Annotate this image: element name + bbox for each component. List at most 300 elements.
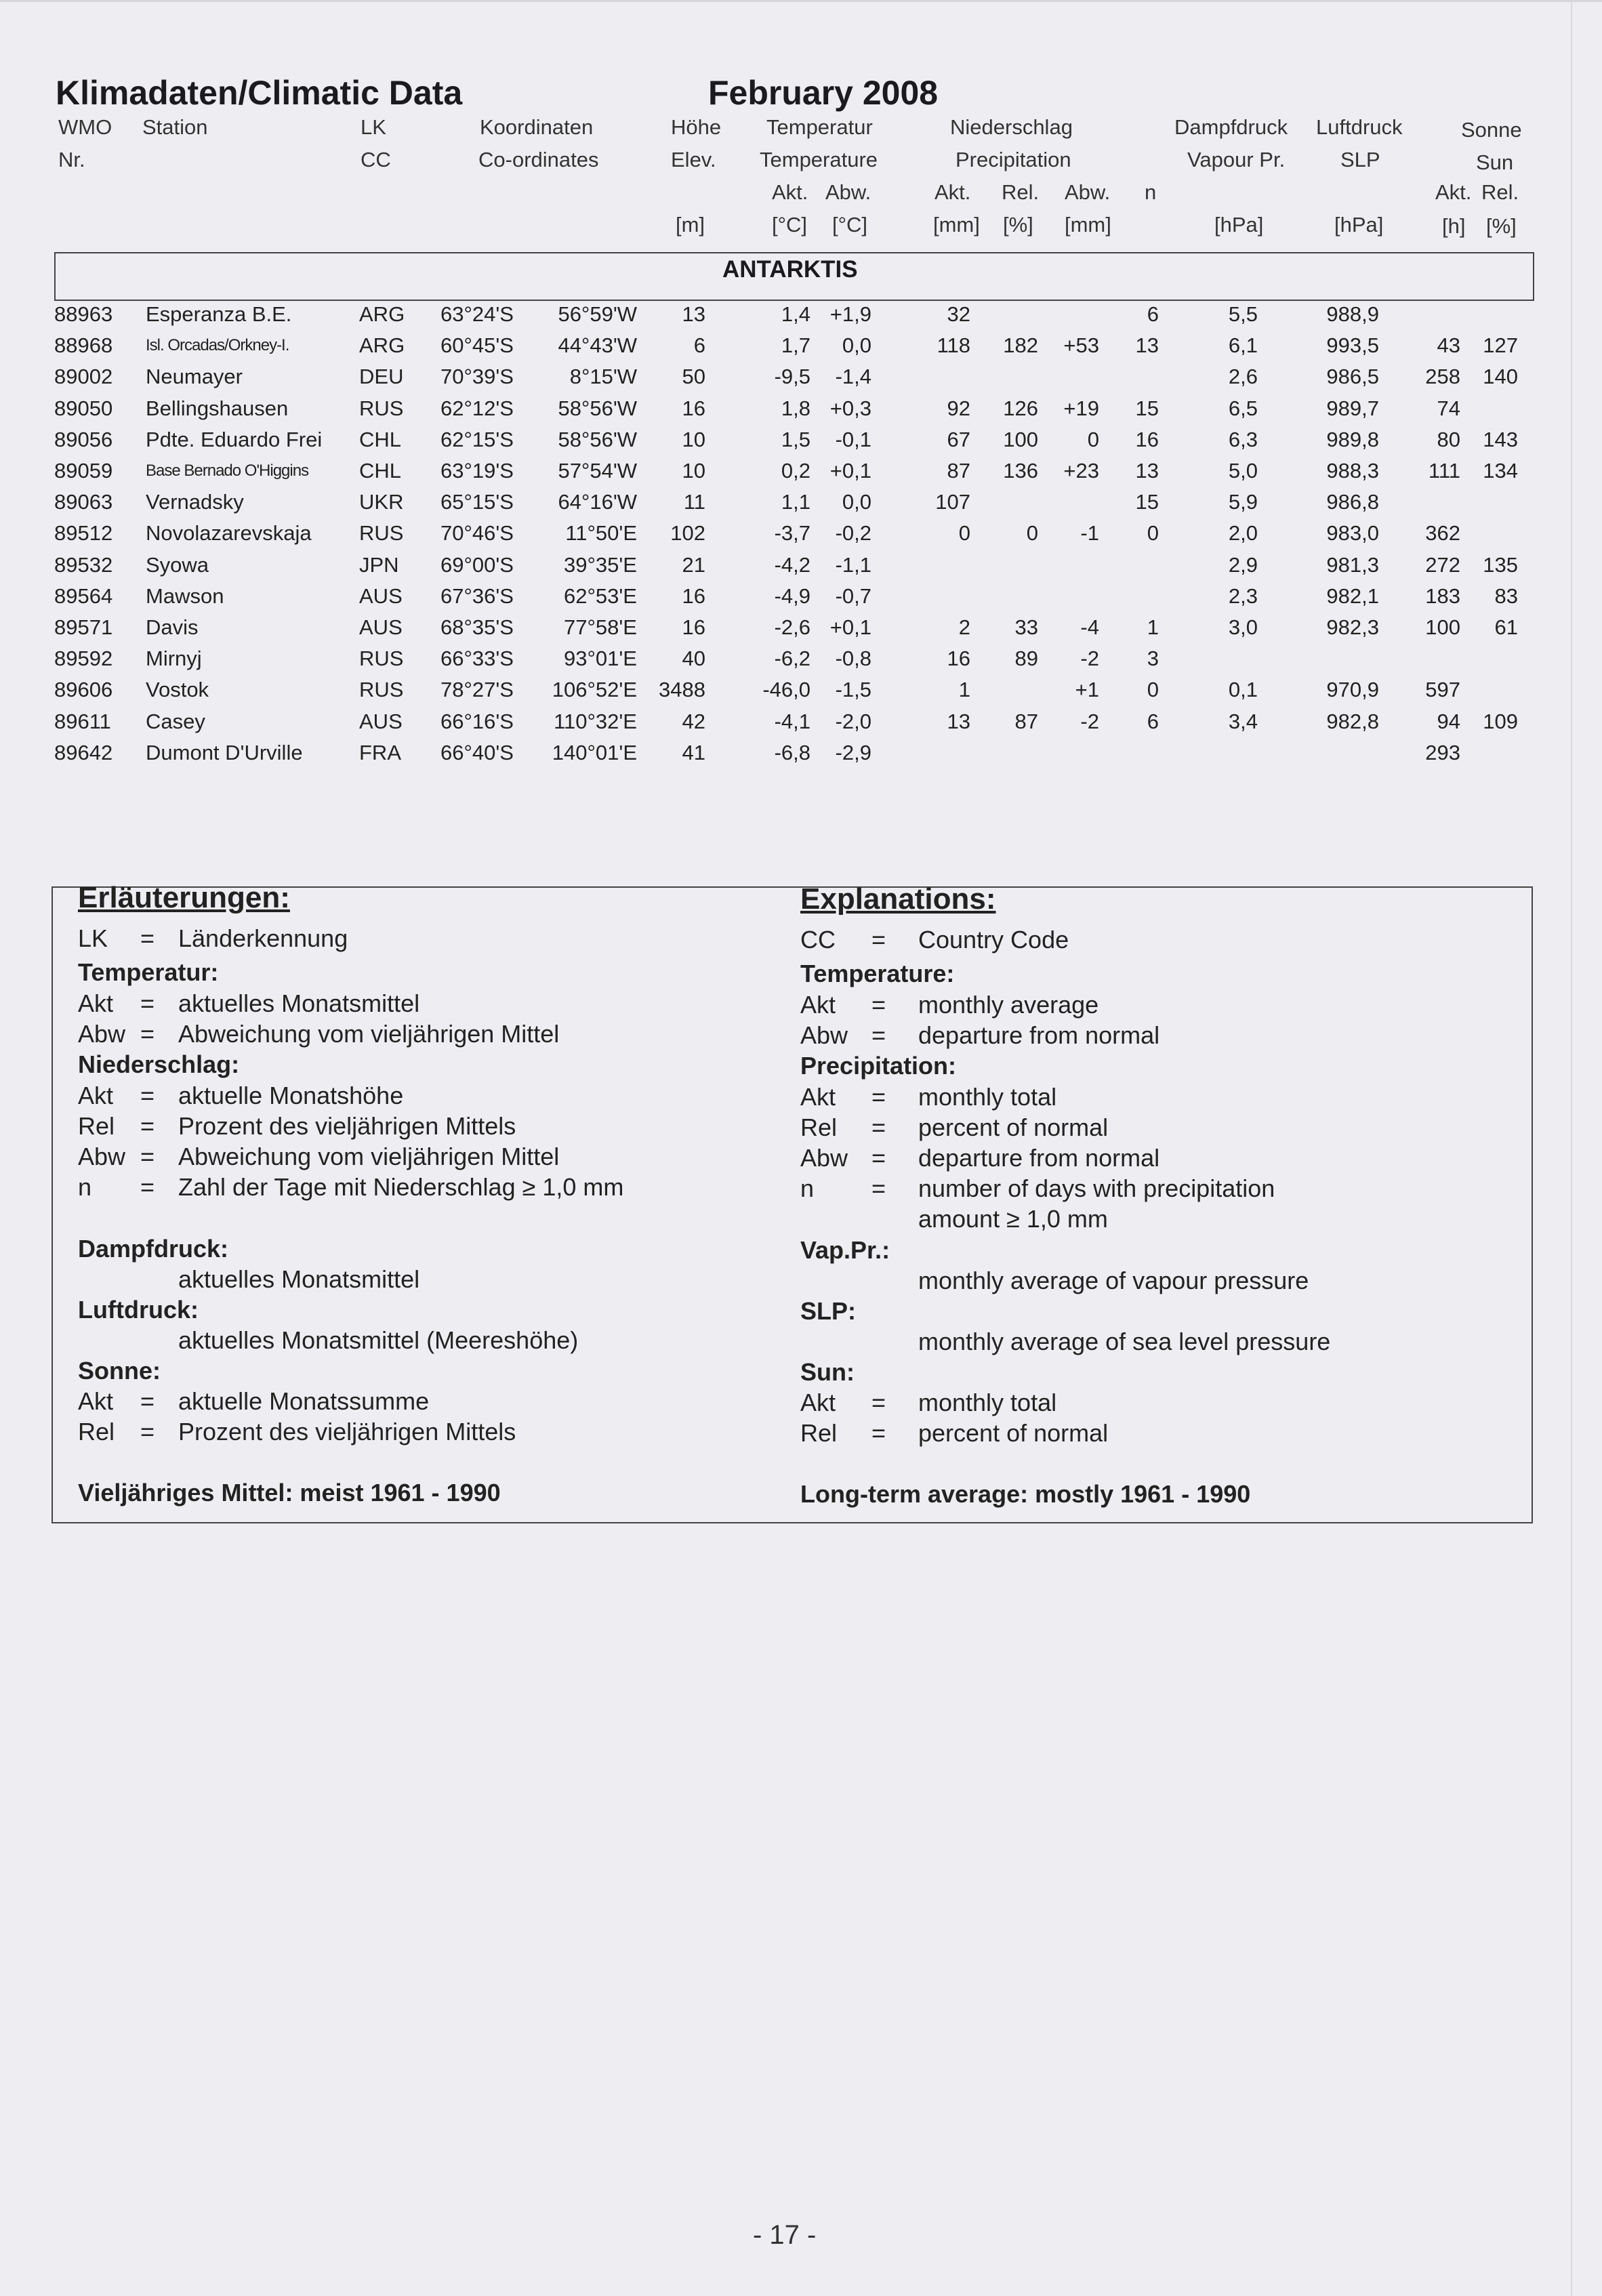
cell-name: Dumont D'Urville (146, 740, 303, 764)
cell-name: Esperanza B.E. (146, 302, 292, 326)
cell-p-n: 13 (1135, 333, 1159, 358)
cell-lon: 93°01'E (564, 647, 637, 671)
cell-elev: 11 (683, 490, 705, 514)
hdr-sun-rel: Rel. (1481, 180, 1519, 204)
cell-vap: 6,1 (1228, 333, 1258, 358)
cell-lat: 70°39'S (440, 365, 514, 389)
cell-wmo: 89063 (54, 490, 113, 514)
hdr-elev-en: Elev. (671, 148, 716, 171)
cell-p-abw: -4 (1080, 615, 1099, 639)
expl-en-prec-heading: Precipitation: (800, 1052, 957, 1080)
expl-de-pabw-text: Abweichung vom vieljährigen Mittel (178, 1143, 560, 1170)
cell-t-akt: -4,9 (774, 583, 810, 608)
table-row (0, 459, 1602, 490)
cell-t-abw: +0,3 (829, 396, 871, 420)
hdr-temp-akt: Akt. (772, 180, 808, 204)
cell-lat: 65°15'S (440, 490, 514, 514)
cell-t-abw: -0,1 (835, 427, 871, 451)
cell-p-abw: -2 (1080, 647, 1099, 671)
expl-de-tabw-key: Abw (78, 1020, 126, 1048)
expl-en-vap-text: monthly average of vapour pressure (918, 1267, 1309, 1294)
cell-lon: 58°56'W (558, 427, 637, 451)
cell-lon: 56°59'W (558, 302, 637, 326)
cell-p-akt: 1 (958, 678, 970, 702)
cell-p-rel: 33 (1014, 615, 1038, 639)
cell-name: Neumayer (146, 365, 243, 389)
cell-name: Novolazarevskaja (146, 521, 312, 546)
expl-de-lk-text: Länderkennung (178, 924, 348, 952)
cell-lon: 44°43'W (558, 333, 637, 358)
expl-de-sakt-eq: = (140, 1387, 155, 1415)
hdr-cc: CC (361, 148, 391, 171)
expl-de-prel-text: Prozent des vieljährigen Mittels (178, 1112, 516, 1140)
cell-p-rel: 100 (1003, 427, 1038, 451)
cell-s-rel: 140 (1483, 365, 1518, 389)
cell-cc: ARG (359, 333, 405, 358)
cell-t-abw: -1,4 (835, 365, 871, 389)
cell-p-abw: +19 (1063, 396, 1099, 420)
hdr-temp-en: Temperature (760, 148, 878, 171)
cell-slp: 982,3 (1326, 615, 1379, 639)
table-row (0, 428, 1602, 459)
expl-en-tabw-eq: = (871, 1021, 886, 1049)
expl-en-slp-heading: SLP: (800, 1297, 857, 1325)
cell-lat: 66°16'S (440, 709, 514, 733)
cell-name: Base Bernado O'Higgins (146, 462, 309, 480)
cell-vap: 3,0 (1228, 615, 1258, 639)
cell-slp: 988,3 (1326, 459, 1379, 483)
cell-p-akt: 0 (958, 521, 970, 546)
hdr-station: Station (142, 115, 208, 139)
cell-p-n: 13 (1135, 459, 1159, 483)
cell-p-akt: 32 (947, 302, 970, 326)
expl-de-pakt-key: Akt (78, 1082, 114, 1109)
expl-de-vap-heading: Dampfdruck: (78, 1235, 229, 1263)
cell-lon: 62°53'E (564, 583, 637, 608)
expl-de-lk-key: LK (78, 924, 108, 952)
expl-de-sakt-text: aktuelle Monatssumme (178, 1387, 430, 1415)
cell-lat: 62°12'S (440, 396, 514, 420)
cell-s-akt: 362 (1425, 521, 1460, 546)
cell-cc: RUS (359, 521, 404, 546)
cell-lon: 140°01'E (552, 740, 637, 764)
expl-de-sun-heading: Sonne: (78, 1357, 161, 1385)
expl-en-pabw-text: departure from normal (918, 1144, 1160, 1172)
cell-p-n: 15 (1135, 396, 1159, 420)
cell-p-n: 0 (1147, 521, 1159, 546)
expl-en-cc-text: Country Code (918, 926, 1069, 954)
expl-de-temp-heading: Temperatur: (78, 958, 219, 986)
cell-vap: 6,5 (1228, 396, 1258, 420)
cell-name: Vostok (146, 678, 209, 702)
cell-name: Davis (146, 615, 199, 639)
cell-lon: 8°15'W (569, 365, 637, 389)
cell-cc: AUS (359, 615, 403, 639)
expl-de-srel-key: Rel (78, 1418, 115, 1446)
cell-p-rel: 87 (1014, 709, 1038, 733)
cell-elev: 6 (693, 333, 705, 358)
cell-name: Mirnyj (146, 647, 202, 671)
cell-lat: 62°15'S (440, 427, 514, 451)
table-row (0, 365, 1602, 396)
cell-s-rel: 143 (1483, 427, 1518, 451)
scan-top-edge (0, 0, 1602, 2)
hdr-prec-abw: Abw. (1065, 180, 1111, 204)
expl-en-prel-text: percent of normal (918, 1113, 1109, 1141)
expl-de-tabw-eq: = (140, 1020, 155, 1048)
region-label: ANTARKTIS (722, 256, 858, 283)
cell-p-akt: 87 (947, 459, 970, 483)
cell-wmo: 89056 (54, 427, 113, 451)
cell-lat: 60°45'S (440, 333, 514, 358)
cell-t-akt: -6,2 (774, 647, 810, 671)
expl-en-takt-text: monthly average (918, 991, 1099, 1019)
cell-t-akt: -3,7 (774, 521, 810, 546)
expl-en-cc-key: CC (800, 926, 836, 954)
cell-s-akt: 597 (1425, 678, 1460, 702)
cell-s-rel: 83 (1494, 583, 1518, 608)
expl-de-takt-text: aktuelles Monatsmittel (178, 989, 420, 1017)
cell-name: Mawson (146, 583, 224, 608)
cell-wmo: 89512 (54, 521, 113, 546)
cell-cc: CHL (359, 427, 402, 451)
expl-en-pakt-eq: = (871, 1083, 886, 1111)
cell-lat: 63°24'S (440, 302, 514, 326)
cell-p-n: 1 (1147, 615, 1159, 639)
cell-lon: 64°16'W (558, 490, 637, 514)
cell-cc: FRA (359, 740, 401, 764)
cell-cc: RUS (359, 678, 404, 702)
hdr-sun-unit1: [h] (1442, 214, 1466, 238)
table-row (0, 647, 1602, 678)
hdr-slp-de: Luftdruck (1316, 115, 1403, 139)
cell-slp: 983,0 (1326, 521, 1379, 546)
table-row (0, 615, 1602, 647)
cell-cc: RUS (359, 647, 404, 671)
expl-en-pabw-key: Abw (800, 1144, 848, 1172)
cell-p-n: 3 (1147, 647, 1159, 671)
cell-p-akt: 67 (947, 427, 970, 451)
cell-vap: 5,5 (1228, 302, 1258, 326)
hdr-wmo-de: WMO (58, 115, 112, 139)
cell-t-abw: +0,1 (829, 615, 871, 639)
cell-cc: CHL (359, 459, 402, 483)
cell-p-akt: 16 (947, 647, 970, 671)
hdr-elev-unit: [m] (676, 213, 705, 237)
cell-name: Pdte. Eduardo Frei (146, 427, 323, 451)
hdr-coord-de: Koordinaten (480, 115, 594, 139)
cell-t-akt: -6,8 (774, 740, 810, 764)
cell-p-n: 6 (1147, 709, 1159, 733)
cell-p-abw: +1 (1075, 678, 1099, 702)
cell-lat: 69°00'S (440, 552, 514, 577)
cell-wmo: 89611 (54, 709, 111, 733)
cell-s-rel: 109 (1483, 709, 1518, 733)
cell-elev: 16 (682, 583, 705, 608)
expl-de-footer: Vieljähriges Mittel: meist 1961 - 1990 (78, 1479, 501, 1506)
cell-elev: 50 (682, 365, 705, 389)
cell-wmo: 89564 (54, 583, 113, 608)
cell-s-rel: 127 (1483, 333, 1518, 358)
cell-vap: 3,4 (1228, 709, 1258, 733)
cell-elev: 10 (682, 427, 705, 451)
cell-slp: 989,8 (1326, 427, 1379, 451)
table-row (0, 710, 1602, 741)
cell-p-n: 0 (1147, 678, 1159, 702)
cell-cc: AUS (359, 709, 403, 733)
cell-p-akt: 2 (958, 615, 970, 639)
cell-lon: 39°35'E (564, 552, 637, 577)
cell-lon: 77°58'E (564, 615, 637, 639)
page-title: Klimadaten/Climatic Data (56, 74, 463, 112)
cell-slp: 986,8 (1326, 490, 1379, 514)
expl-en-takt-key: Akt (800, 991, 836, 1019)
cell-t-abw: -1,5 (835, 678, 871, 702)
hdr-sun-unit2: [%] (1486, 214, 1517, 238)
expl-en-pn-text2: amount ≥ 1,0 mm (918, 1205, 1108, 1233)
cell-t-akt: -46,0 (762, 678, 810, 702)
cell-lat: 63°19'S (440, 459, 514, 483)
cell-elev: 3488 (659, 678, 705, 702)
cell-s-rel: 135 (1483, 552, 1518, 577)
cell-cc: AUS (359, 583, 403, 608)
cell-cc: DEU (359, 365, 404, 389)
cell-vap: 2,0 (1228, 521, 1258, 546)
cell-lat: 78°27'S (440, 678, 514, 702)
expl-en-srel-eq: = (871, 1419, 886, 1447)
hdr-prec-unit1: [mm] (933, 213, 980, 237)
cell-slp: 993,5 (1326, 333, 1379, 358)
cell-vap: 2,3 (1228, 583, 1258, 608)
cell-t-abw: -0,2 (835, 521, 871, 546)
cell-slp: 989,7 (1326, 396, 1379, 420)
cell-t-abw: -0,7 (835, 583, 871, 608)
hdr-prec-akt: Akt. (934, 180, 971, 204)
cell-slp: 970,9 (1326, 678, 1379, 702)
expl-de-pn-eq: = (140, 1173, 155, 1201)
month-title: February 2008 (708, 74, 939, 112)
hdr-elev-de: Höhe (671, 115, 722, 139)
hdr-prec-unit3: [mm] (1065, 213, 1111, 237)
cell-cc: ARG (359, 302, 405, 326)
cell-p-akt: 118 (937, 333, 970, 358)
expl-en-pakt-text: monthly total (918, 1083, 1057, 1111)
cell-s-akt: 80 (1437, 427, 1460, 451)
hdr-wmo-en: Nr. (58, 148, 85, 171)
expl-de-slp-text: aktuelles Monatsmittel (Meereshöhe) (178, 1326, 579, 1354)
expl-de-heading: Erläuterungen: (78, 881, 290, 914)
expl-en-heading: Explanations: (800, 882, 996, 916)
expl-de-pakt-eq: = (140, 1082, 155, 1109)
cell-lon: 106°52'E (552, 678, 637, 702)
hdr-sun-de: Sonne (1461, 118, 1522, 142)
cell-elev: 102 (670, 521, 705, 546)
cell-name: Casey (146, 709, 205, 733)
cell-slp: 988,9 (1326, 302, 1379, 326)
cell-t-akt: 1,4 (781, 302, 810, 326)
cell-p-abw: +53 (1063, 333, 1099, 358)
cell-p-rel: 0 (1026, 521, 1038, 546)
cell-lon: 57°54'W (558, 459, 637, 483)
cell-lat: 67°36'S (440, 583, 514, 608)
cell-wmo: 88968 (54, 333, 113, 358)
expl-en-footer: Long-term average: mostly 1961 - 1990 (800, 1480, 1251, 1508)
cell-wmo: 89059 (54, 459, 113, 483)
cell-p-abw: -2 (1080, 709, 1099, 733)
expl-en-pakt-key: Akt (800, 1083, 836, 1111)
cell-elev: 16 (682, 615, 705, 639)
expl-de-prec-heading: Niederschlag: (78, 1050, 240, 1078)
expl-de-sakt-key: Akt (78, 1387, 114, 1415)
table-row (0, 553, 1602, 584)
expl-de-slp-heading: Luftdruck: (78, 1296, 199, 1324)
cell-p-rel: 182 (1003, 333, 1038, 358)
expl-de-prel-key: Rel (78, 1112, 115, 1140)
expl-en-pn-eq: = (871, 1174, 886, 1202)
cell-t-abw: -2,9 (835, 740, 871, 764)
cell-lat: 66°40'S (440, 740, 514, 764)
expl-de-takt-key: Akt (78, 989, 114, 1017)
cell-slp: 986,5 (1326, 365, 1379, 389)
table-row (0, 741, 1602, 772)
cell-name: Vernadsky (146, 490, 244, 514)
cell-p-abw: -1 (1080, 521, 1099, 546)
expl-en-sakt-eq: = (871, 1389, 886, 1416)
cell-s-rel: 134 (1483, 459, 1518, 483)
expl-en-srel-text: percent of normal (918, 1419, 1109, 1447)
cell-p-akt: 107 (935, 490, 970, 514)
expl-de-vap-text: aktuelles Monatsmittel (178, 1265, 420, 1293)
cell-vap: 2,6 (1228, 365, 1258, 389)
cell-elev: 13 (682, 302, 705, 326)
cell-p-rel: 136 (1003, 459, 1038, 483)
expl-en-slp-text: monthly average of sea level pressure (918, 1328, 1331, 1355)
cell-cc: JPN (359, 552, 399, 577)
expl-de-pn-text: Zahl der Tage mit Niederschlag ≥ 1,0 mm (178, 1173, 624, 1201)
expl-de-pabw-key: Abw (78, 1143, 126, 1170)
cell-lon: 11°50'E (565, 521, 637, 546)
cell-p-n: 16 (1135, 427, 1159, 451)
expl-en-pn-text: number of days with precipitation (918, 1174, 1275, 1202)
cell-lat: 70°46'S (440, 521, 514, 546)
cell-wmo: 89642 (54, 740, 113, 764)
cell-lat: 66°33'S (440, 647, 514, 671)
cell-cc: UKR (359, 490, 404, 514)
expl-de-srel-eq: = (140, 1418, 155, 1446)
cell-t-akt: 1,8 (781, 396, 810, 420)
hdr-slp-unit: [hPa] (1334, 213, 1384, 237)
cell-s-akt: 94 (1437, 709, 1460, 733)
expl-en-temp-heading: Temperature: (800, 960, 955, 987)
cell-t-abw: -2,0 (835, 709, 871, 733)
cell-p-rel: 89 (1014, 647, 1038, 671)
expl-de-lk-eq: = (140, 924, 155, 952)
expl-en-tabw-key: Abw (800, 1021, 848, 1049)
table-row (0, 521, 1602, 552)
expl-de-prel-eq: = (140, 1112, 155, 1140)
cell-s-akt: 183 (1425, 583, 1460, 608)
cell-s-akt: 43 (1437, 333, 1460, 358)
cell-wmo: 89002 (54, 365, 113, 389)
hdr-temp-de: Temperatur (766, 115, 873, 139)
cell-t-akt: -9,5 (774, 365, 810, 389)
cell-p-akt: 92 (947, 396, 970, 420)
cell-vap: 5,9 (1228, 490, 1258, 514)
cell-p-n: 6 (1147, 302, 1159, 326)
expl-en-pn-key: n (800, 1174, 815, 1202)
cell-t-abw: 0,0 (842, 333, 871, 358)
table-row (0, 396, 1602, 428)
table-row (0, 678, 1602, 709)
expl-en-sakt-text: monthly total (918, 1389, 1057, 1416)
cell-elev: 10 (682, 459, 705, 483)
hdr-sun-en: Sun (1476, 150, 1514, 174)
expl-en-pabw-eq: = (871, 1144, 886, 1172)
cell-elev: 40 (682, 647, 705, 671)
cell-p-abw: 0 (1087, 427, 1099, 451)
expl-en-tabw-text: departure from normal (918, 1021, 1160, 1049)
hdr-prec-en: Precipitation (956, 148, 1071, 171)
cell-t-abw: +1,9 (829, 302, 871, 326)
cell-wmo: 89532 (54, 552, 113, 577)
cell-s-akt: 100 (1425, 615, 1460, 639)
cell-s-rel: 61 (1494, 615, 1518, 639)
cell-elev: 41 (682, 740, 705, 764)
hdr-lk: LK (361, 115, 386, 139)
expl-en-cc-eq: = (871, 926, 886, 954)
cell-name: Bellingshausen (146, 396, 289, 420)
cell-t-abw: 0,0 (842, 490, 871, 514)
cell-vap: 2,9 (1228, 552, 1258, 577)
cell-wmo: 89571 (54, 615, 113, 639)
hdr-sun-akt: Akt. (1435, 180, 1472, 204)
hdr-prec-unit2: [%] (1003, 213, 1033, 237)
page-number: - 17 - (753, 2220, 817, 2250)
expl-en-srel-key: Rel (800, 1419, 838, 1447)
cell-p-abw: +23 (1063, 459, 1099, 483)
expl-en-prel-key: Rel (800, 1113, 838, 1141)
cell-t-akt: 1,7 (781, 333, 810, 358)
cell-s-akt: 258 (1425, 365, 1460, 389)
cell-s-akt: 272 (1425, 552, 1460, 577)
table-row (0, 302, 1602, 333)
hdr-prec-rel: Rel. (1002, 180, 1040, 204)
cell-vap: 5,0 (1228, 459, 1258, 483)
expl-en-sakt-key: Akt (800, 1389, 836, 1416)
cell-lon: 110°32'E (554, 709, 637, 733)
cell-name: Syowa (146, 552, 209, 577)
expl-de-srel-text: Prozent des vieljährigen Mittels (178, 1418, 516, 1446)
expl-en-takt-eq: = (871, 991, 886, 1019)
hdr-vap-en: Vapour Pr. (1187, 148, 1286, 171)
cell-elev: 42 (682, 709, 705, 733)
cell-slp: 982,8 (1326, 709, 1379, 733)
cell-name: Isl. Orcadas/Orkney-I. (146, 336, 289, 355)
cell-t-akt: 1,5 (781, 427, 810, 451)
cell-p-n: 15 (1135, 490, 1159, 514)
cell-lon: 58°56'W (558, 396, 637, 420)
cell-wmo: 89592 (54, 647, 113, 671)
cell-elev: 16 (682, 396, 705, 420)
expl-en-vap-heading: Vap.Pr.: (800, 1236, 890, 1264)
expl-de-pn-key: n (78, 1173, 92, 1201)
cell-t-abw: +0,1 (829, 459, 871, 483)
cell-slp: 982,1 (1326, 583, 1379, 608)
cell-slp: 981,3 (1326, 552, 1379, 577)
cell-vap: 0,1 (1228, 678, 1258, 702)
cell-vap: 6,3 (1228, 427, 1258, 451)
cell-wmo: 89606 (54, 678, 113, 702)
